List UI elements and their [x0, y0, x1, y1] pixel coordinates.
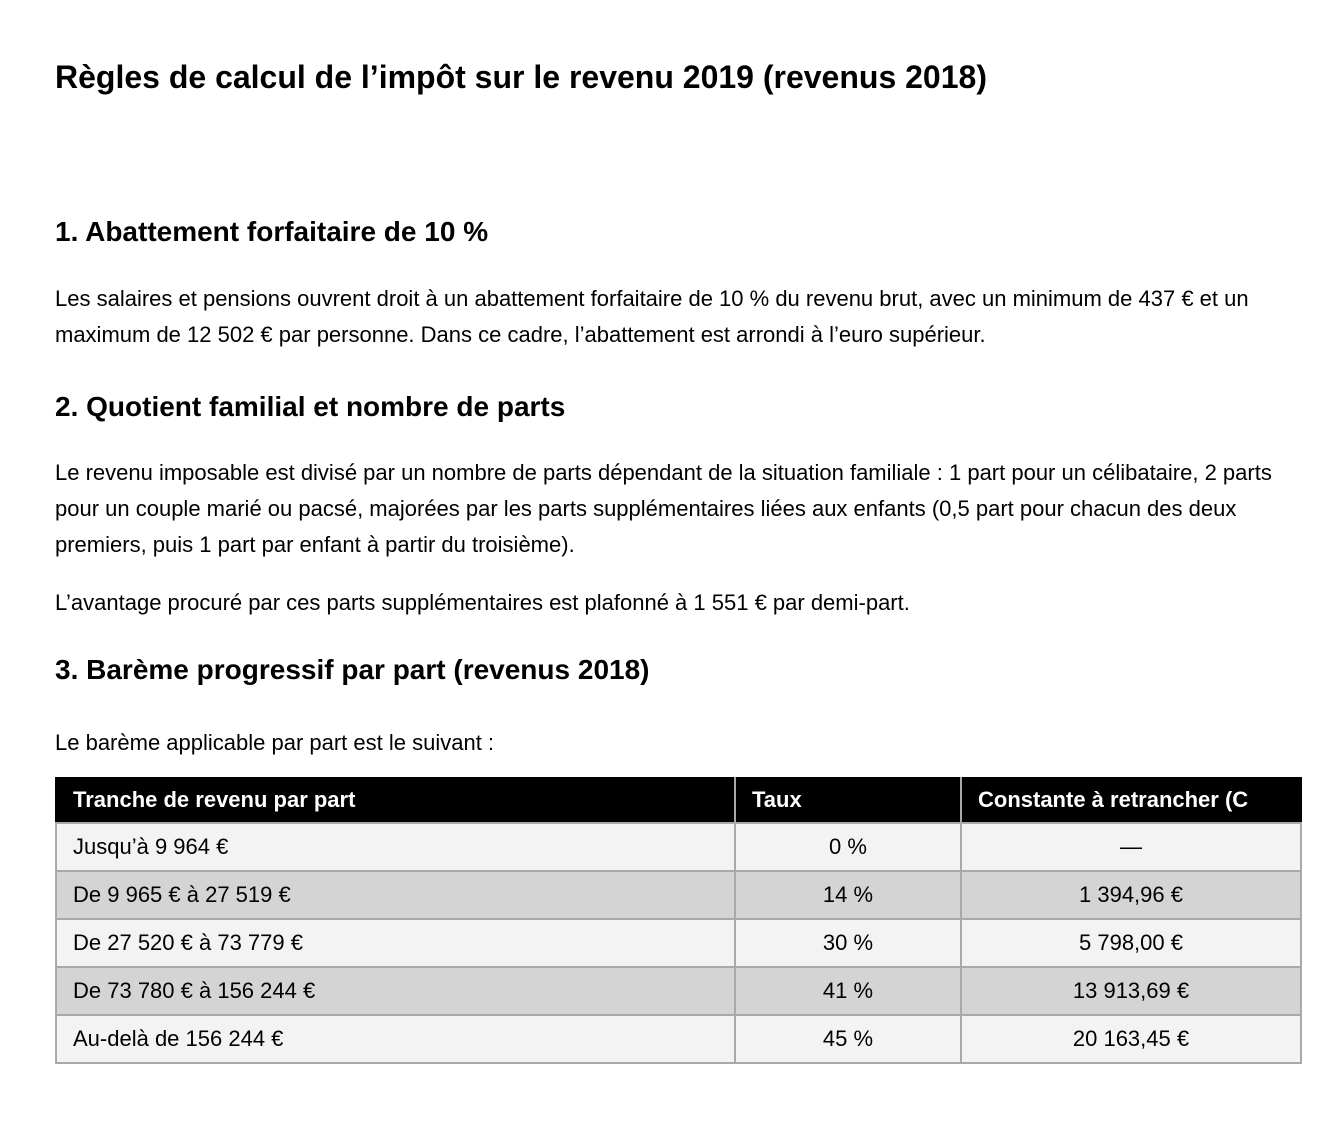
section-2-paragraph-1: Le revenu imposable est divisé par un nombre de parts dépendant de la situation familiale : 1 part pour un célibataire, 2 parts pour un couple marié ou pacsé, majorées par les parts supplémentaires liées aux enfants (0,5 part pour chacun des deux premiers, puis 1 part par enfant à partir du troisième).: [55, 460, 1272, 557]
table-row: [56, 967, 1301, 1015]
cell-taux: 0 %: [735, 823, 961, 871]
section-1-heading: 1. Abattement forfaitaire de 10 %: [55, 216, 489, 247]
table-row: [56, 871, 1301, 919]
cell-taux: 14 %: [735, 871, 961, 919]
section-3-intro: Le barème applicable par part est le suivant :: [55, 730, 495, 755]
table-row: [56, 823, 1301, 871]
cell-constante: 20 163,45 €: [961, 1015, 1301, 1063]
page-title: Règles de calcul de l’impôt sur le revenu 2019 (revenus 2018): [55, 59, 987, 95]
table-row: [56, 919, 1301, 967]
cell-tranche: De 9 965 € à 27 519 €: [56, 871, 735, 919]
table-header-row: [56, 778, 1301, 823]
cell-constante: 1 394,96 €: [961, 871, 1301, 919]
cell-constante: 13 913,69 €: [961, 967, 1301, 1015]
cell-constante: —: [961, 823, 1301, 871]
section-2-heading: 2. Quotient familial et nombre de parts: [55, 391, 566, 422]
column-header-constante: Constante à retrancher (C: [961, 778, 1301, 823]
cell-taux: 30 %: [735, 919, 961, 967]
column-header-taux: Taux: [735, 778, 961, 823]
table-row: [56, 1015, 1301, 1063]
cell-taux: 45 %: [735, 1015, 961, 1063]
section-3-heading: 3. Barème progressif par part (revenus 2018): [55, 654, 650, 685]
cell-taux: 41 %: [735, 967, 961, 1015]
cell-tranche: De 27 520 € à 73 779 €: [56, 919, 735, 967]
cell-constante: 5 798,00 €: [961, 919, 1301, 967]
cell-tranche: Jusqu’à 9 964 €: [56, 823, 735, 871]
section-1-paragraph: Les salaires et pensions ouvrent droit à un abattement forfaitaire de 10 % du revenu brut, avec un minimum de 437 € et un maximum de 12 502 € par personne. Dans ce cadre, l’abattement est arrondi à l’euro supérieur.: [55, 286, 1249, 347]
cell-tranche: De 73 780 € à 156 244 €: [56, 967, 735, 1015]
cell-tranche: Au-delà de 156 244 €: [56, 1015, 735, 1063]
tax-brackets-table: [55, 777, 1302, 1064]
column-header-tranche: Tranche de revenu par part: [56, 778, 735, 823]
section-2-paragraph-2: L’avantage procuré par ces parts supplémentaires est plafonné à 1 551 € par demi-part.: [55, 590, 910, 615]
